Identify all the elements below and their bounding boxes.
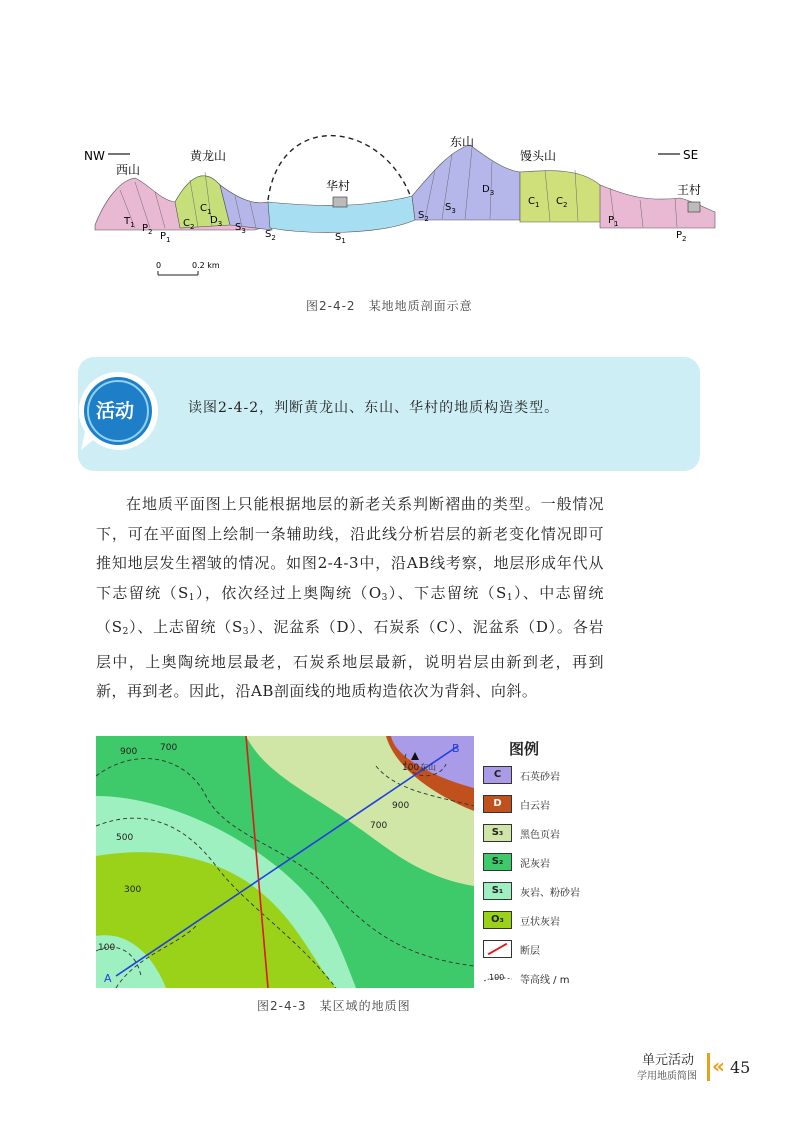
legend-swatch: O₃ — [483, 911, 512, 929]
svg-text:900: 900 — [392, 801, 410, 811]
page-number: 45 — [730, 1058, 751, 1077]
stratum-label: $C_2$ — [556, 196, 568, 209]
peak-label-xishan: 西山 — [116, 163, 141, 177]
stratum-label: $D_3$ — [482, 184, 495, 197]
legend-label: 泥灰岩 — [520, 859, 550, 870]
stratum-label: $P_2$ — [676, 230, 687, 243]
footer-divider — [707, 1053, 710, 1081]
stratum-label: $P_1$ — [608, 215, 619, 228]
fault-legend-icon — [483, 940, 512, 958]
svg-text:900: 900 — [120, 747, 138, 757]
map-point-a: A — [104, 972, 112, 985]
map-point-b: B — [452, 742, 460, 755]
village-label-wang: 王村 — [677, 183, 702, 197]
stratum-label: $P_1$ — [160, 231, 171, 244]
legend-label: 石英砂岩 — [520, 772, 560, 783]
svg-text:700: 700 — [370, 821, 388, 831]
legend-title: 图例 — [509, 740, 540, 758]
geologic-map — [96, 736, 474, 988]
stratum-label: $P_2$ — [142, 223, 153, 236]
peak-label-huanglong: 黄龙山 — [190, 149, 227, 163]
footer-unit-subtitle: 学用地质简图 — [637, 1071, 697, 1082]
svg-text:100: 100 — [402, 763, 420, 773]
stratum-label: $C_2$ — [183, 218, 195, 231]
scale-value: 0.2 km — [192, 261, 220, 270]
svg-text:500: 500 — [116, 833, 134, 843]
svg-text:700: 700 — [160, 743, 178, 753]
legend-swatch: S₂ — [483, 853, 512, 871]
legend-swatch: C — [483, 766, 512, 784]
legend-label: 豆状灰岩 — [520, 917, 560, 928]
legend-label: 白云岩 — [520, 801, 550, 812]
svg-text:300: 300 — [124, 885, 142, 895]
svg-text:100: 100 — [98, 943, 116, 953]
footer-unit-title: 单元活动 — [642, 1053, 695, 1068]
village-label-hua: 华村 — [326, 179, 351, 193]
stratum-label: $S_2$ — [418, 210, 429, 223]
stratum-label: $C_1$ — [200, 203, 212, 216]
stratum-label: $S_3$ — [235, 222, 246, 235]
direction-nw: NW — [84, 149, 105, 163]
village-house-hua — [333, 197, 347, 207]
map-caption: 图2-4-3 某区域的地质图 — [257, 999, 411, 1013]
scale-zero: 0 — [156, 261, 162, 270]
double-chevron-icon: « — [712, 1054, 725, 1078]
activity-question: 读图2-4-2，判断黄龙山、东山、华村的地质构造类型。 — [188, 400, 560, 416]
legend-label: 灰岩、粉砂岩 — [520, 888, 580, 899]
village-house-wang — [688, 202, 700, 212]
activity-badge-label: 活动 — [96, 400, 135, 422]
stratum-label: $D_3$ — [210, 215, 223, 228]
geologic-profile-figure — [80, 130, 720, 280]
body-paragraph: 在地质平面图上只能根据地层的新老关系判断褶曲的类型。一般情况下，可在平面图上绘制一条辅助线，沿此线分析岩层的新老变化情况即可推知地层发生褶皱的情况。如图2-4-3中，沿AB线考察，地层形成年代从下志留统$(S_1)$，依次经过上奥陶统$(O_3)$、下志留统$(S_1)$、中志留统$(S_2)$、上志留统$(S_3)$、泥盆系（D）、石炭系（C）、泥盆系（D）。各岩层中，上奥陶统地层最老，石炭系地层最新，说明岩层由新到老，再到新，再到老。因此，沿AB剖面线的地质构造依次为背斜、向斜。 — [96, 495, 604, 700]
legend-swatch: D — [483, 795, 512, 813]
stratum-label: $T_1$ — [124, 216, 135, 229]
stratum-label: $S_2$ — [265, 229, 276, 242]
direction-se: SE — [683, 148, 699, 162]
legend-label: 等高线 / m — [520, 975, 570, 986]
contour-legend-value: 100 — [489, 973, 505, 982]
legend-swatch: S₁ — [483, 882, 512, 900]
peak-label-dongshan: 东山 — [450, 135, 475, 149]
stratum-label: $C_1$ — [528, 196, 540, 209]
peak-label-mantou: 馒头山 — [520, 149, 557, 163]
legend-swatch: S₃ — [483, 824, 512, 842]
stratum-label: $S_3$ — [445, 202, 456, 215]
legend-label: 黑色页岩 — [520, 830, 560, 841]
stratum-label: $S_1$ — [335, 232, 346, 245]
legend-label: 断层 — [520, 946, 540, 957]
profile-caption: 图2-4-2 某地地质剖面示意 — [306, 299, 473, 313]
map-mountain-label: 东山 — [420, 763, 436, 772]
